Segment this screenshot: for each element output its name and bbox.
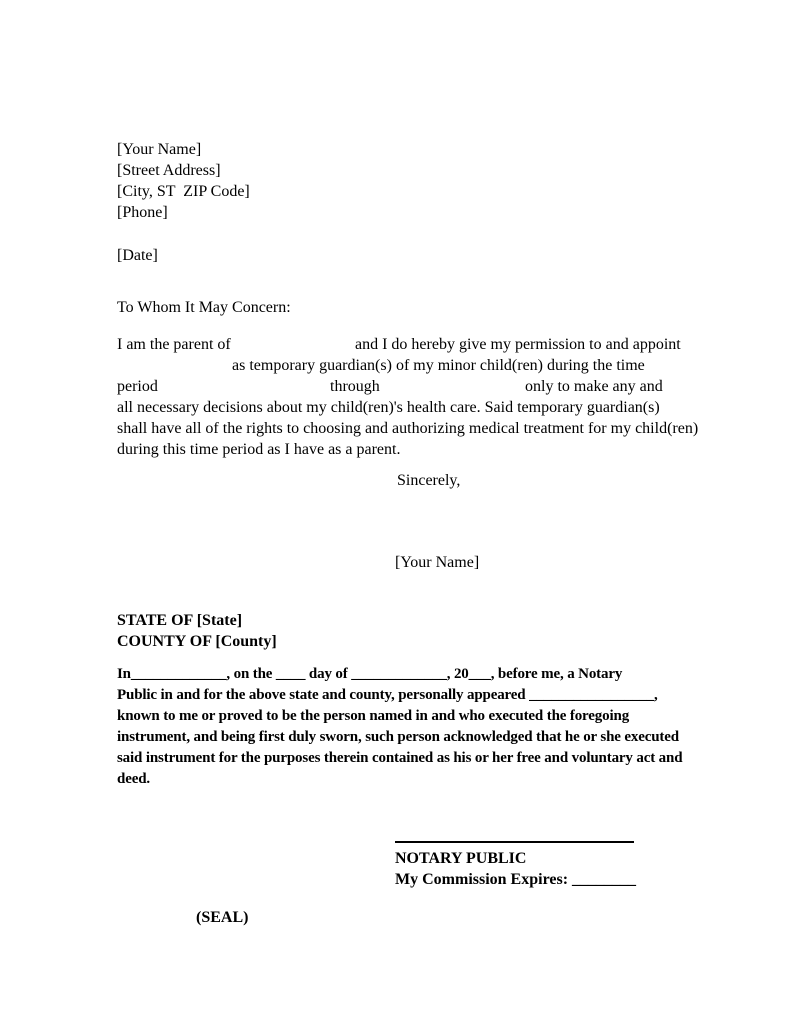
- sender-name: [Your Name]: [117, 141, 202, 158]
- date-line: [Date]: [117, 247, 158, 264]
- body-line1-left: I am the parent of: [117, 336, 231, 353]
- county-line: COUNTY OF [County]: [117, 633, 277, 650]
- sender-city-state-zip: [City, ST ZIP Code]: [117, 183, 250, 200]
- state-line: STATE OF [State]: [117, 612, 243, 629]
- sender-address-block: [117, 139, 250, 223]
- notary-signature-line: [395, 841, 634, 843]
- body-paragraph: [117, 334, 699, 460]
- body-line-1: [117, 334, 683, 355]
- commission-expires-line: My Commission Expires: ________: [395, 871, 637, 888]
- body-line1-right: and I do hereby give my permission to and appoint: [355, 336, 681, 353]
- closing-sincerely: Sincerely,: [397, 472, 461, 489]
- ack-line-6: deed.: [117, 771, 151, 787]
- body-line2-text: as temporary guardian(s) of my minor child(ren) during the time: [232, 357, 645, 374]
- seal-label: (SEAL): [196, 909, 249, 926]
- signature-name: [Your Name]: [395, 554, 480, 571]
- sender-phone: [Phone]: [117, 204, 168, 221]
- ack-line-1: In_____________, on the ____ day of _____________, 20___, before me, a Notary: [117, 666, 623, 682]
- ack-line-3: known to me or proved to be the person named in and who executed the foregoing: [117, 708, 630, 724]
- ack-line-5: said instrument for the purposes therein contained as his or her free and voluntary act and: [117, 750, 683, 766]
- body-line-4: all necessary decisions about my child(ren)'s health care. Said temporary guardian(s): [117, 399, 660, 416]
- sender-street: [Street Address]: [117, 162, 221, 179]
- body-line3-right: only to make any and: [525, 378, 663, 395]
- ack-line-2: Public in and for the above state and county, personally appeared _________________,: [117, 687, 658, 703]
- notary-public-label: NOTARY PUBLIC: [395, 850, 527, 867]
- ack-line-4: instrument, and being first duly sworn, such person acknowledged that he or she executed: [117, 729, 679, 745]
- acknowledgment-paragraph: [117, 664, 682, 790]
- body-line3-period: period: [117, 378, 158, 395]
- body-line-5: shall have all of the rights to choosing and authorizing medical treatment for my child(ren): [117, 420, 699, 437]
- body-line-6: during this time period as I have as a parent.: [117, 441, 401, 458]
- body-line3-through: through: [330, 378, 380, 395]
- salutation: To Whom It May Concern:: [117, 299, 291, 316]
- body-line-3: [117, 376, 683, 397]
- body-line-2: [117, 355, 683, 376]
